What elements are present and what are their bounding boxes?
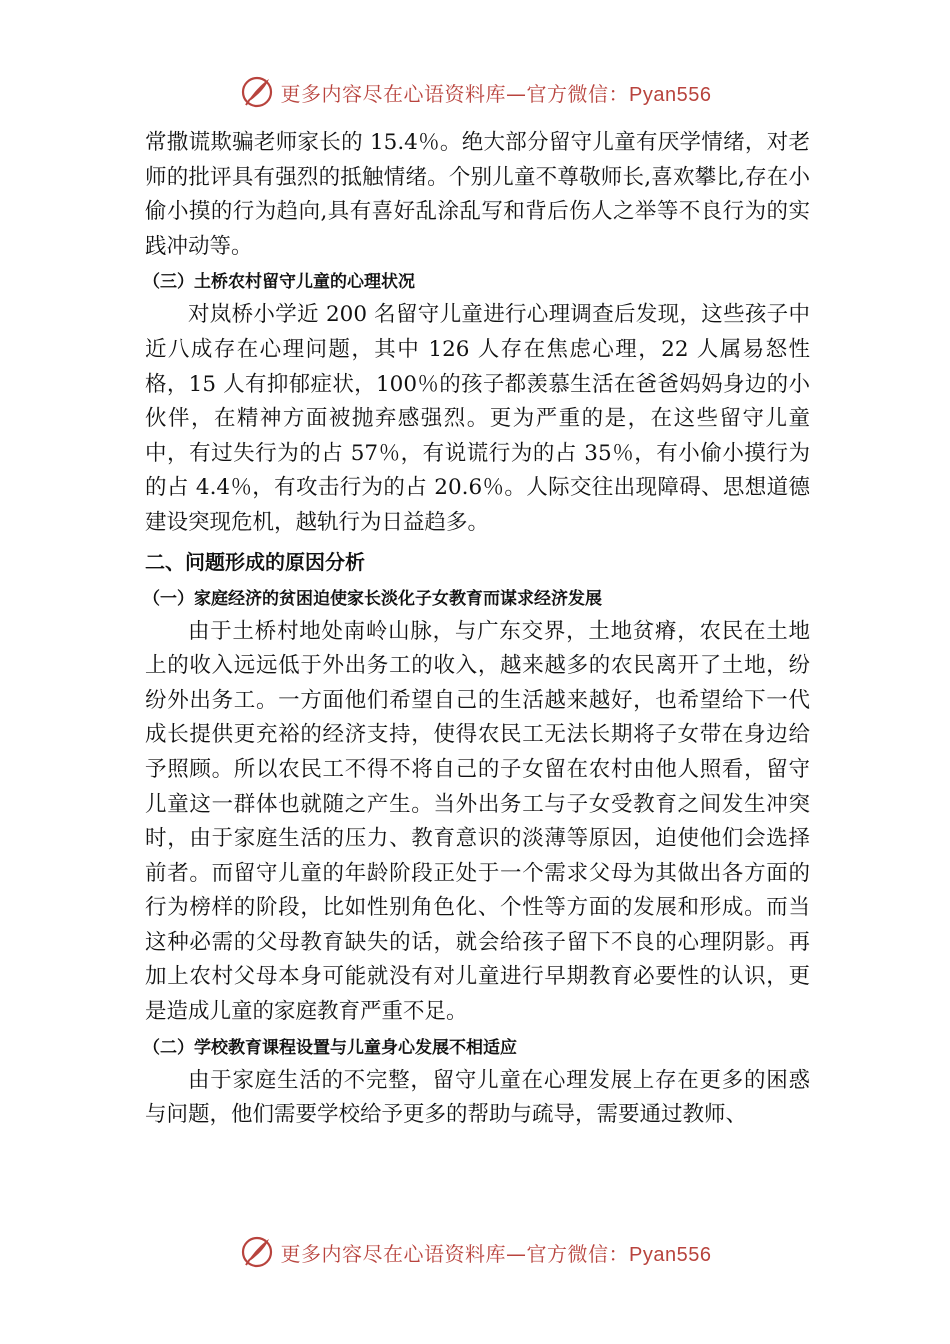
quill-pen-logo-icon <box>239 1234 275 1270</box>
footer-wechat-id: Pyan556 <box>629 1243 712 1266</box>
footer-banner <box>0 1232 950 1272</box>
header-text <box>281 78 712 107</box>
header-wechat-id: Pyan556 <box>629 83 712 106</box>
header-banner <box>0 72 950 112</box>
paragraph-3: 由于土桥村地处南岭山脉，与广东交界，土地贫瘠，农民在土地上的收入远远低于外出务工的收入，越来越多的农民离开了土地，纷纷外出务工。一方面他们希望自己的生活越来越好，也希望给下一代成长提供更充裕的经济支持，使得农民工无法长期将子女带在身边给予照顾。所以农民工不得不将自己的子女留在农村由他人照看，留守儿童这一群体也就随之产生。当外出务工与子女受教育之间发生冲突时，由于家庭生活的压力、教育意识的淡薄等原因，迫使他们会选择前者。而留守儿童的年龄阶段正处于一个需求父母为其做出各方面的行为榜样的阶段，比如性别角色化、个性等方面的发展和形成。而当这种必需的父母教育缺失的话，就会给孩子留下不良的心理阴影。再加上农村父母本身可能就没有对儿童进行早期教育必要性的认识，更是造成儿童的家庭教育严重不足。 <box>145 618 810 1025</box>
section-heading-1: （一）家庭经济的贫困迫使家长淡化子女教育而谋求经济发展 <box>143 588 602 609</box>
chapter-heading-2: 二、问题形成的原因分析 <box>145 549 365 574</box>
footer-text <box>281 1238 712 1267</box>
section-heading-2: （二）学校教育课程设置与儿童身心发展不相适应 <box>143 1037 517 1058</box>
header-text-main: 更多内容尽在心语资料库—官方微信： <box>280 81 630 106</box>
document-body <box>145 126 810 1133</box>
paragraph-4: 由于家庭生活的不完整，留守儿童在心理发展上存在更多的困惑与问题，他们需要学校给予更多的帮助与疏导，需要通过教师、 <box>145 1067 810 1128</box>
quill-pen-logo-icon <box>239 74 275 110</box>
paragraph-1: 常撒谎欺骗老师家长的 15.4％。绝大部分留守儿童有厌学情绪，对老师的批评具有强烈的抵触情绪。个别儿童不尊敬师长,喜欢攀比,存在小偷小摸的行为趋向,具有喜好乱涂乱写和背后伤人之举等不良行为的实践冲动等。 <box>145 130 810 259</box>
footer-text-main: 更多内容尽在心语资料库—官方微信： <box>280 1241 630 1266</box>
paragraph-2: 对岚桥小学近 200 名留守儿童进行心理调查后发现，这些孩子中近八成存在心理问题，其中 126 人存在焦虑心理，22 人属易怒性格，15 人有抑郁症状，100％的孩子都羡慕生活在爸爸妈妈身边的小伙伴，在精神方面被抛弃感强烈。更为严重的是，在这些留守儿童中，有过失行为的占 57％，有说谎行为的占 35％，有小偷小摸行为的占 4.4％，有攻击行为的占 20.6％。人际交往出现障碍、思想道德建设突现危机，越轨行为日益趋多。 <box>145 302 810 535</box>
section-heading-3: （三）土桥农村留守儿童的心理状况 <box>143 272 415 293</box>
